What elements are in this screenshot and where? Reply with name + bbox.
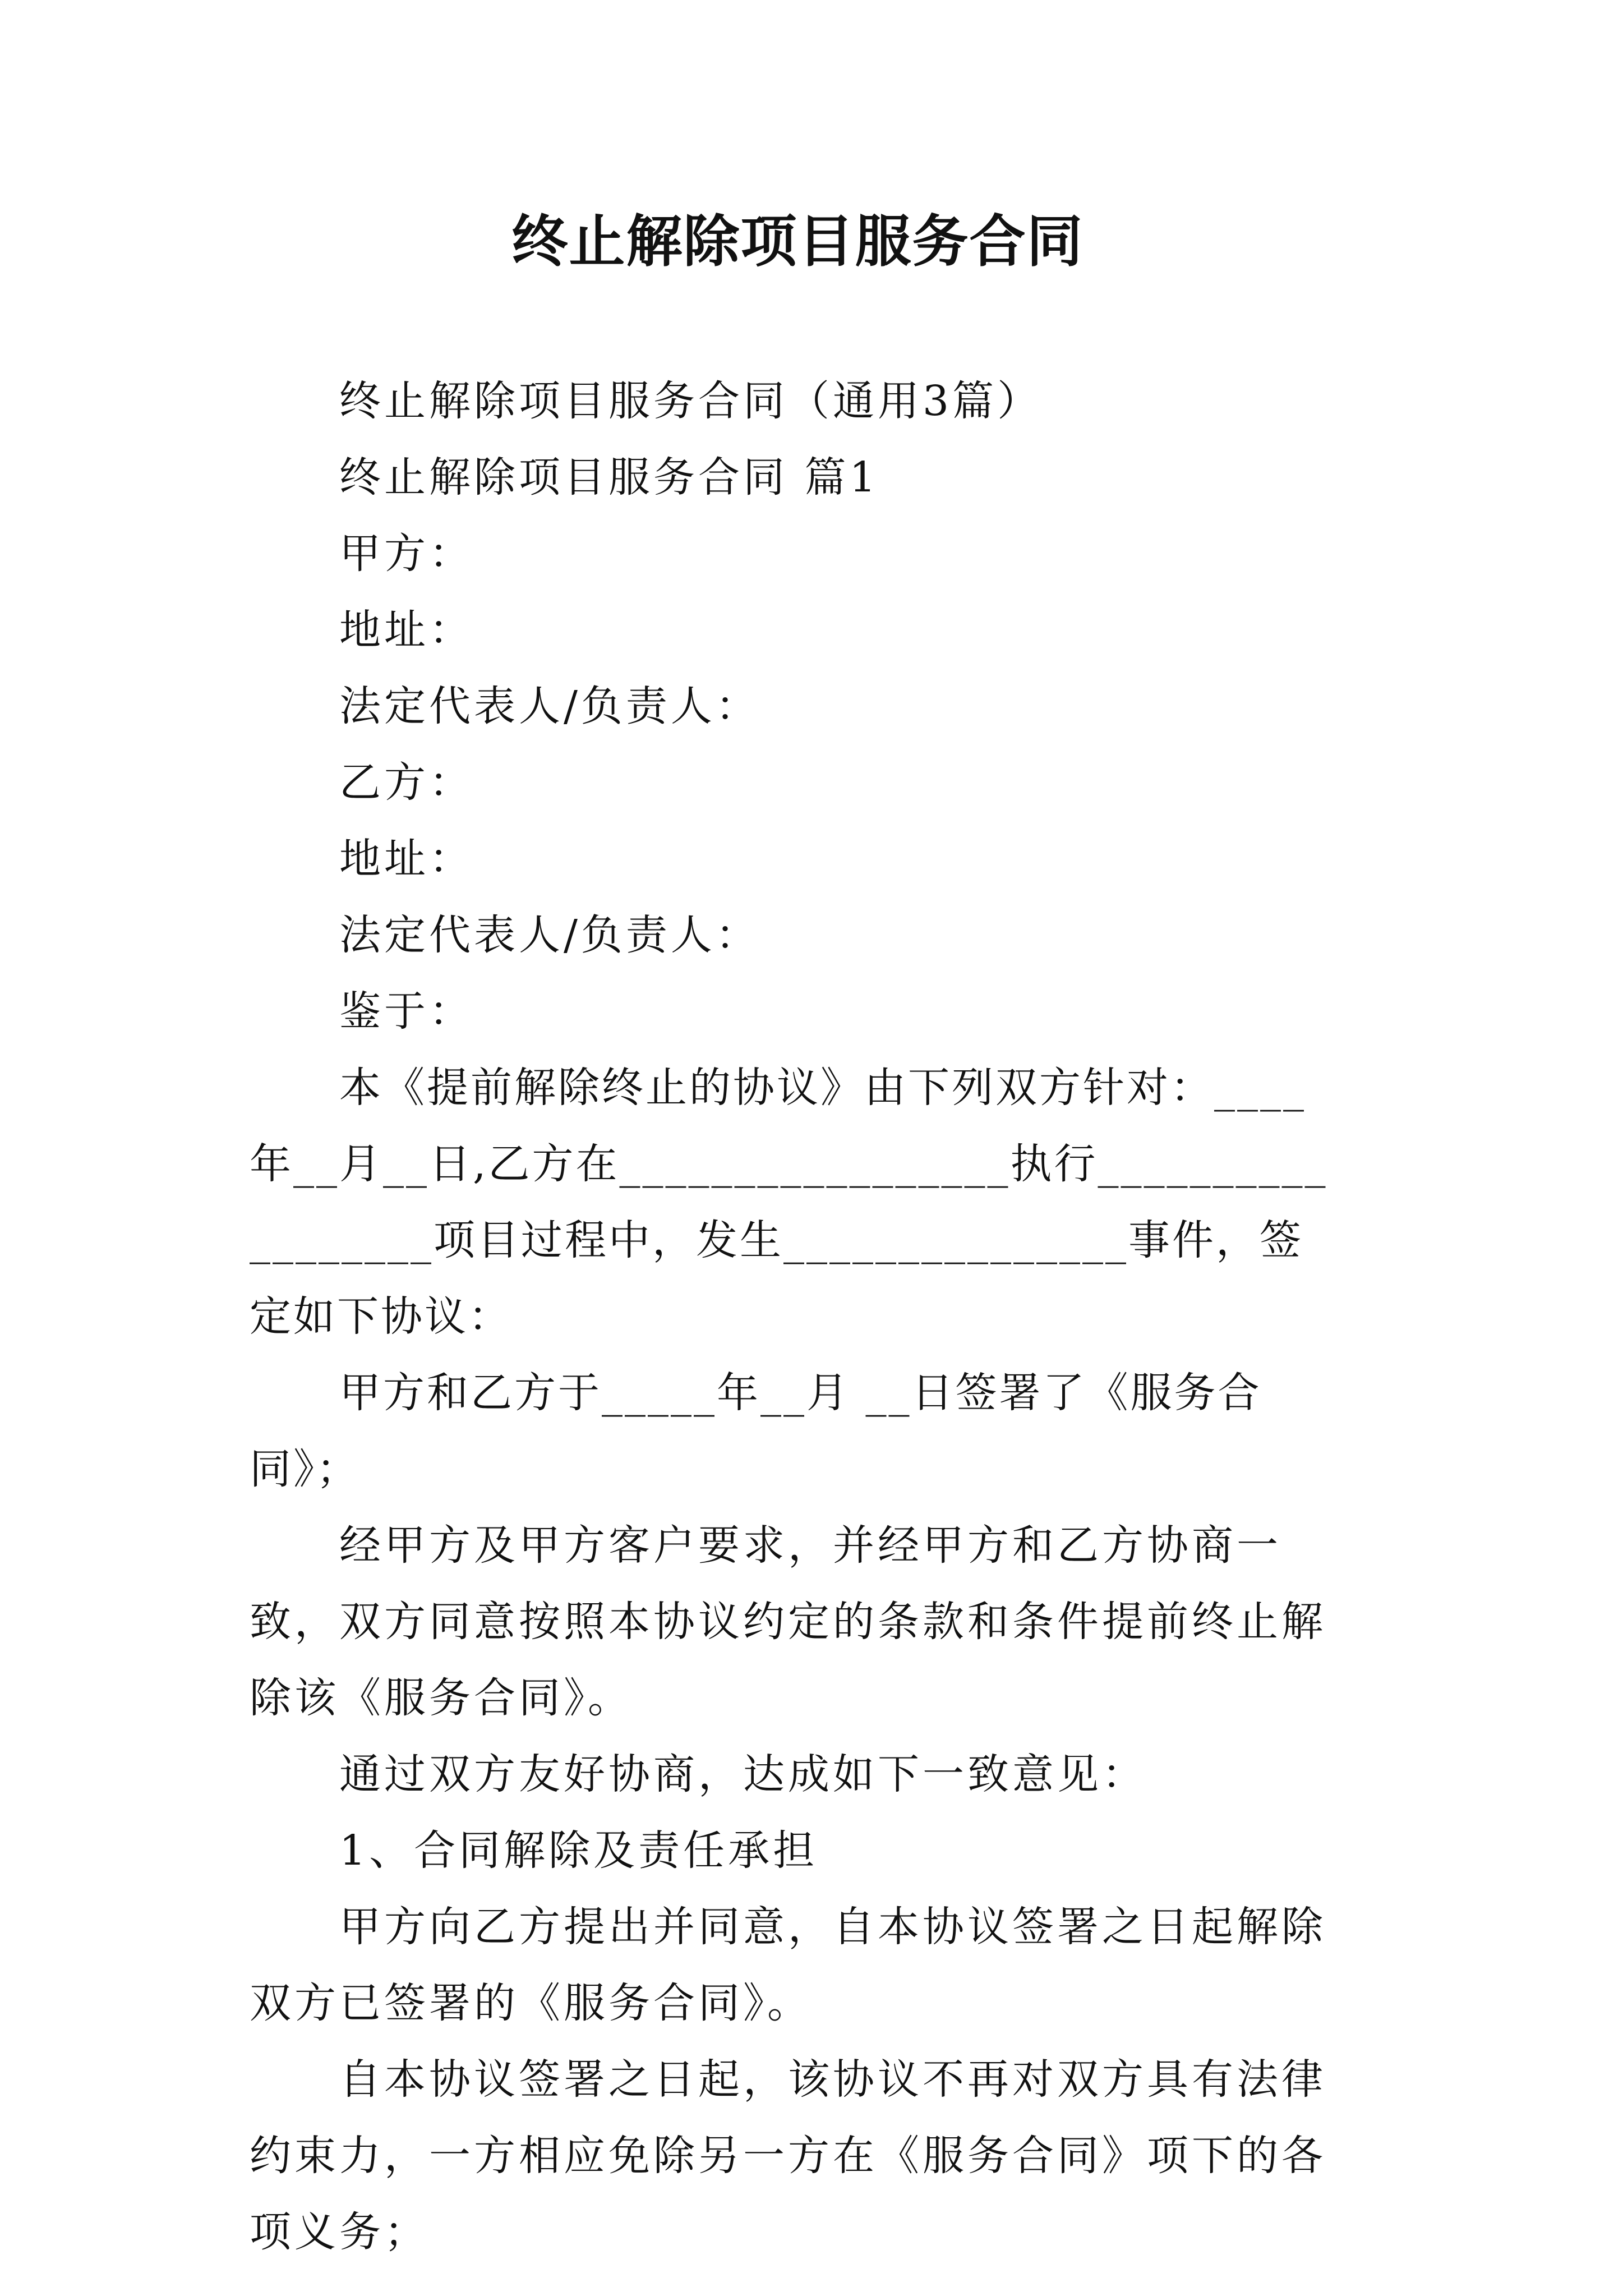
party-b-line: 乙方：: [339, 758, 474, 807]
termination-effective-paragraph: 甲方向乙方提出并同意，自本协议签署之日起解除双方已签署的《服务合同》。: [250, 1903, 1326, 2027]
document-body: [250, 363, 1346, 2270]
party-a-line: 甲方：: [339, 530, 474, 578]
party-b-representative-line: 法定代表人/负责人：: [339, 911, 760, 959]
whereas-line: 鉴于：: [339, 987, 474, 1036]
termination-consent-paragraph: 经甲方及甲方客户要求，并经甲方和乙方协商一致，双方同意按照本协议约定的条款和条件提前终止解除该《服务合同》。: [250, 1521, 1326, 1722]
signing-date-paragraph: 甲方和乙方于_____年__月 __日签署了《服务合同》；: [250, 1369, 1262, 1493]
document-title: 终止解除项目服务合同: [511, 208, 1084, 274]
legal-effect-paragraph: 自本协议签署之日起，该协议不再对双方具有法律约束力，一方相应免除另一方在《服务合同》项下的各项义务；: [250, 2055, 1326, 2256]
consensus-paragraph: 通过双方友好协商，达成如下一致意见：: [339, 1750, 1147, 1798]
subtitle-paragraph: 终止解除项目服务合同（通用3篇）: [339, 377, 1043, 425]
party-a-address-line: 地址：: [339, 606, 474, 654]
clause-heading: 1、合同解除及责任承担: [339, 1826, 818, 1875]
party-b-address-line: 地址：: [339, 835, 474, 883]
agreement-intro-paragraph: 本《提前解除终止的协议》由下列双方针对：____年__月__日,乙方在_________________执行__________________项目过程中，发生_______________事件，签定如下协议：: [250, 1064, 1328, 1341]
section-heading: 终止解除项目服务合同 篇1: [339, 453, 879, 501]
party-a-representative-line: 法定代表人/负责人：: [339, 682, 760, 730]
